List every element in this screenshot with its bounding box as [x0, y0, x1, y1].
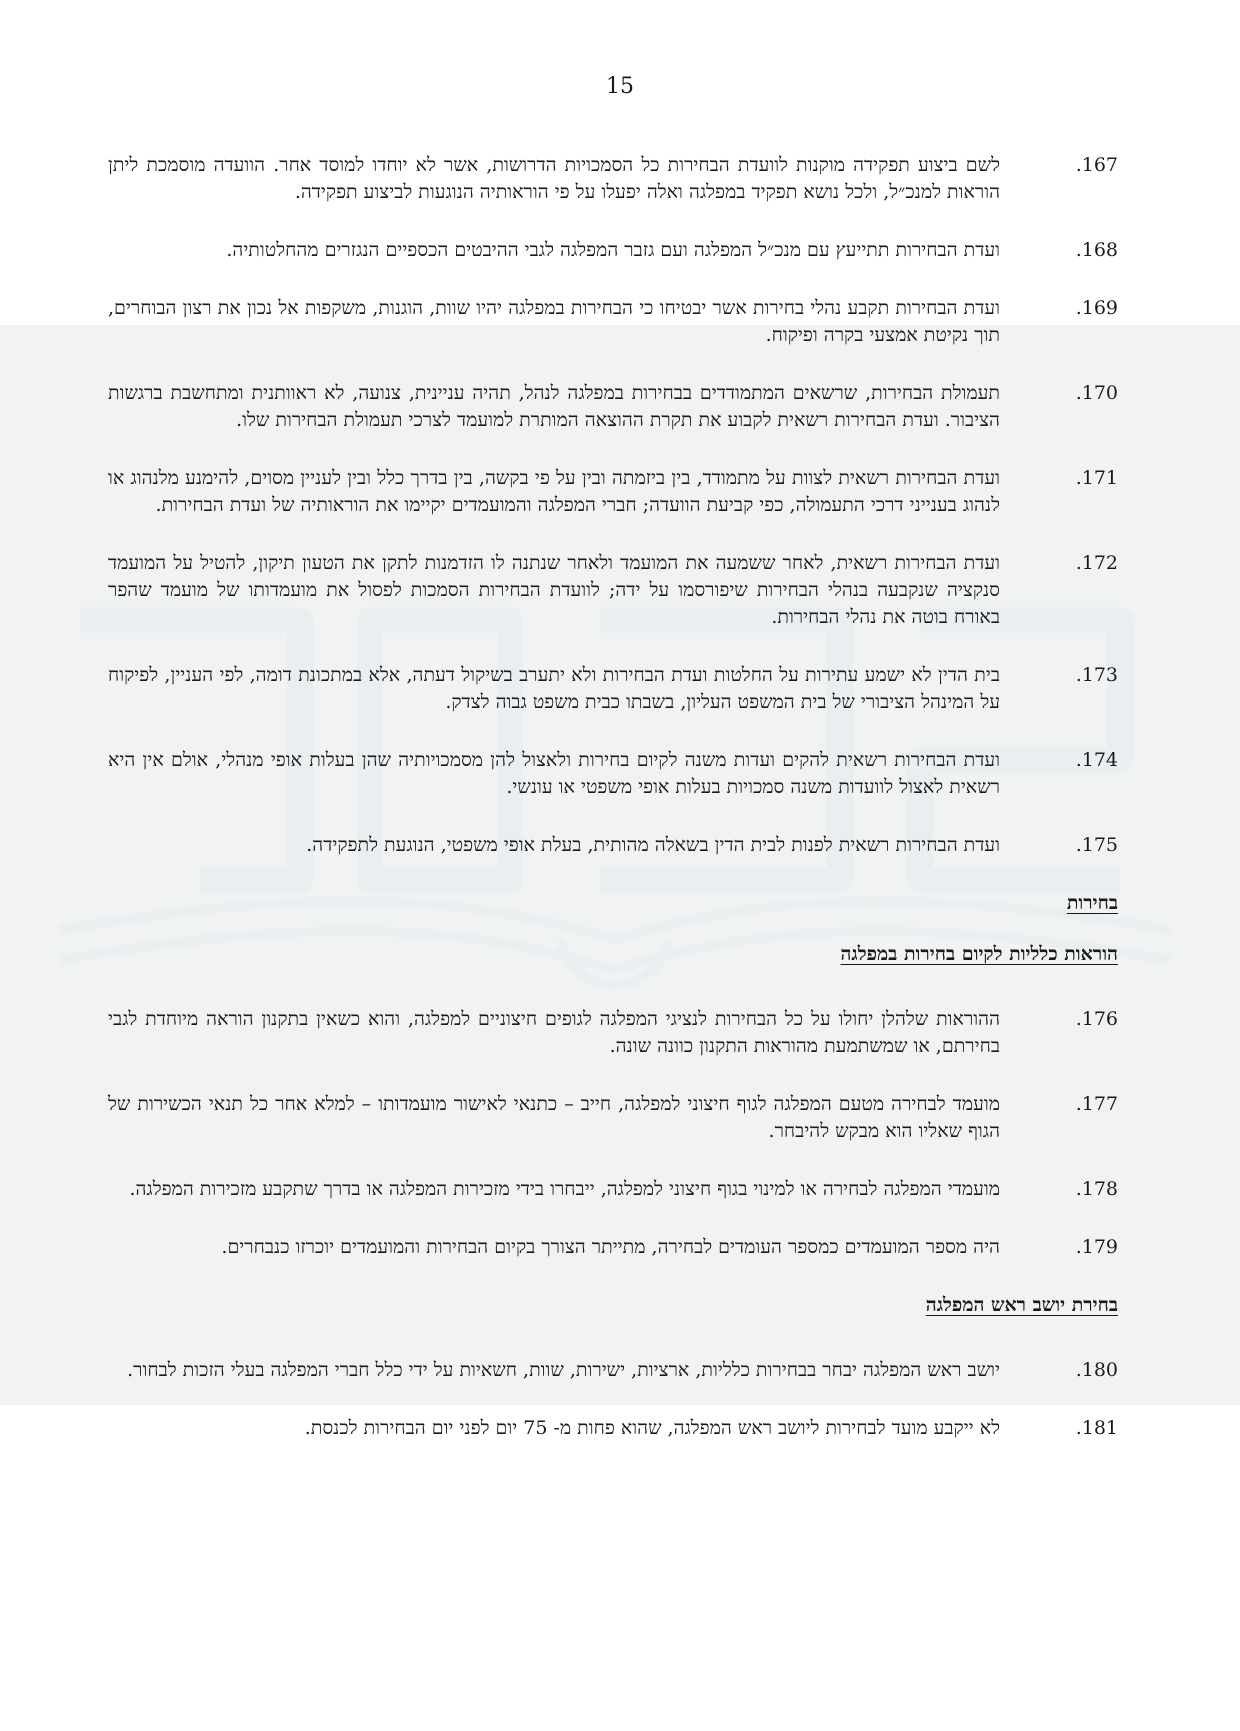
clause-text: ועדת הבחירות רשאית, לאחר ששמעה את המועמד ולאחר שנתנה לו הזדמנות לתקן את הטעון תיקון, להטיל על המועמד סנקציה שנקבעה בנהלי הבחירות שיפורסמו על ידה; לוועדת הבחירות הסמכות לפסול את מועמדותו של מועמד שהפר באורח בוטה את נהלי הבחירות.	[108, 552, 1000, 628]
clause-181	[108, 1415, 1118, 1442]
clause-text: ועדת הבחירות רשאית להקים ועדות משנה לקיום בחירות ולאצול להן מסמכויותיה שהן בעלות אופי מנהלי, אולם אין היא רשאית לאצול לוועדות משנה סמכויות בעלות אופי משפטי או עונשי.	[108, 749, 1000, 798]
clause-number: .175	[1075, 834, 1118, 856]
section-subheading: הוראות כלליות לקיום בחירות במפלגה	[840, 943, 1118, 965]
clause-number: .168	[1075, 239, 1118, 261]
clause-179	[108, 1234, 1118, 1261]
clause-number: .173	[1075, 664, 1118, 686]
clause-text: היה מספר המועמדים כמספר העומדים לבחירה, מתייתר הצורך בקיום הבחירות והמועמדים יוכרזו כנבחרים.	[221, 1236, 1000, 1258]
clause-169	[108, 295, 1118, 349]
clause-number: .167	[1075, 154, 1118, 176]
clause-171	[108, 465, 1118, 519]
section-elections	[108, 890, 1118, 1261]
clause-text: ועדת הבחירות רשאית לצוות על מתמודד, בין ביזמתה ובין על פי בקשה, בין בדרך כלל ובין לעניין מסוים, להימנע מלנהוג או לנהוג בענייני דרכי התעמולה, כפי קביעת הוועדה; חברי המפלגה והמועמדים יקיימו את הוראותיה של ועדת הבחירות.	[108, 467, 1000, 516]
clause-text: יושב ראש המפלגה יבחר בבחירות כלליות, ארציות, ישירות, שוות, חשאיות על ידי כלל חברי המפלגה בעלי הזכות לבחור.	[127, 1359, 1000, 1381]
clause-175	[108, 832, 1118, 859]
clause-168	[108, 237, 1118, 264]
clause-180	[108, 1357, 1118, 1384]
clause-172	[108, 550, 1118, 631]
section-chairman-election	[108, 1292, 1118, 1442]
clause-text: לשם ביצוע תפקידה מוקנות לוועדת הבחירות כל הסמכויות הדרושות, אשר לא יוחדו למוסד אחר. הוועדה מוסמכת ליתן הוראות למנכ״ל, ולכל נושא תפקיד במפלגה ואלה יפעלו על פי הוראותיה הנוגעות לביצוע תפקידה.	[108, 154, 1000, 203]
clause-167	[108, 152, 1118, 206]
clause-number: .174	[1075, 749, 1118, 771]
clause-number: .169	[1075, 297, 1118, 319]
clause-174	[108, 747, 1118, 801]
section-heading: בחירת יושב ראש המפלגה	[925, 1294, 1118, 1316]
clause-number: .178	[1075, 1178, 1118, 1200]
clause-text: מועמד לבחירה מטעם המפלגה לגוף חיצוני למפלגה, חייב – כתנאי לאישור מועמדותו – למלא אחר כל תנאי הכשירות של הגוף שאליו הוא מבקש להיבחר.	[108, 1093, 1000, 1142]
clause-170	[108, 380, 1118, 434]
clause-177	[108, 1091, 1118, 1145]
clause-176	[108, 1006, 1118, 1060]
clause-text: ההוראות שלהלן יחולו על כל הבחירות לנציגי המפלגה לגופים חיצוניים למפלגה, והוא כשאין בתקנון הוראה מיוחדת לגבי בחירתם, או שמשתמעת מהוראות התקנון כוונה שונה.	[108, 1008, 1000, 1057]
clause-number: .176	[1075, 1008, 1118, 1030]
clause-text: מועמדי המפלגה לבחירה או למינוי בגוף חיצוני למפלגה, ייבחרו בידי מזכירות המפלגה או בדרך שתקבע מזכירות המפלגה.	[129, 1178, 1000, 1200]
clause-text: ועדת הבחירות רשאית לפנות לבית הדין בשאלה מהותית, בעלת אופי משפטי, הנוגעת לתפקידה.	[306, 834, 1000, 856]
section-heading: בחירות	[1066, 892, 1118, 914]
clause-text: בית הדין לא ישמע עתירות על החלטות ועדת הבחירות ולא יתערב בשיקול דעתה, אלא במתכונת דומה, לפי העניין, לפיקוח על המינהל הציבורי של בית המשפט העליון, בשבתו כבית משפט גבוה לצדק.	[108, 664, 1000, 713]
clause-text: ועדת הבחירות תקבע נהלי בחירות אשר יבטיחו כי הבחירות במפלגה יהיו שוות, הוגנות, משקפות אל נכון את רצון הבוחרים, תוך נקיטת אמצעי בקרה ופיקוח.	[108, 297, 1000, 346]
clause-text: ועדת הבחירות תתייעץ עם מנכ״ל המפלגה ועם גזבר המפלגה לגבי ההיבטים הכספיים הנגזרים מהחלטותיה.	[226, 239, 1000, 261]
clause-number: .179	[1075, 1236, 1118, 1258]
clause-number: .177	[1075, 1093, 1118, 1115]
clause-number: .172	[1075, 552, 1118, 574]
clause-178	[108, 1176, 1118, 1203]
clause-number: .180	[1075, 1359, 1118, 1381]
clause-173	[108, 662, 1118, 716]
clause-number: .170	[1075, 382, 1118, 404]
clause-text: לא ייקבע מועד לבחירות ליושב ראש המפלגה, שהוא פחות מ- 75 יום לפני יום הבחירות לכנסת.	[304, 1417, 1000, 1439]
clause-text: תעמולת הבחירות, שרשאים המתמודדים בבחירות במפלגה לנהל, תהיה עניינית, צנועה, לא ראוותנית ומתחשבת ברגשות הציבור. ועדת הבחירות רשאית לקבוע את תקרת ההוצאה המותרת למועמד לצרכי תעמולת הבחירות שלו.	[108, 382, 1000, 431]
clause-number: .181	[1075, 1417, 1118, 1439]
clause-number: .171	[1075, 467, 1118, 489]
section-election-committee	[108, 152, 1118, 859]
page-number: 15	[606, 74, 634, 99]
document-body	[108, 152, 1118, 1473]
